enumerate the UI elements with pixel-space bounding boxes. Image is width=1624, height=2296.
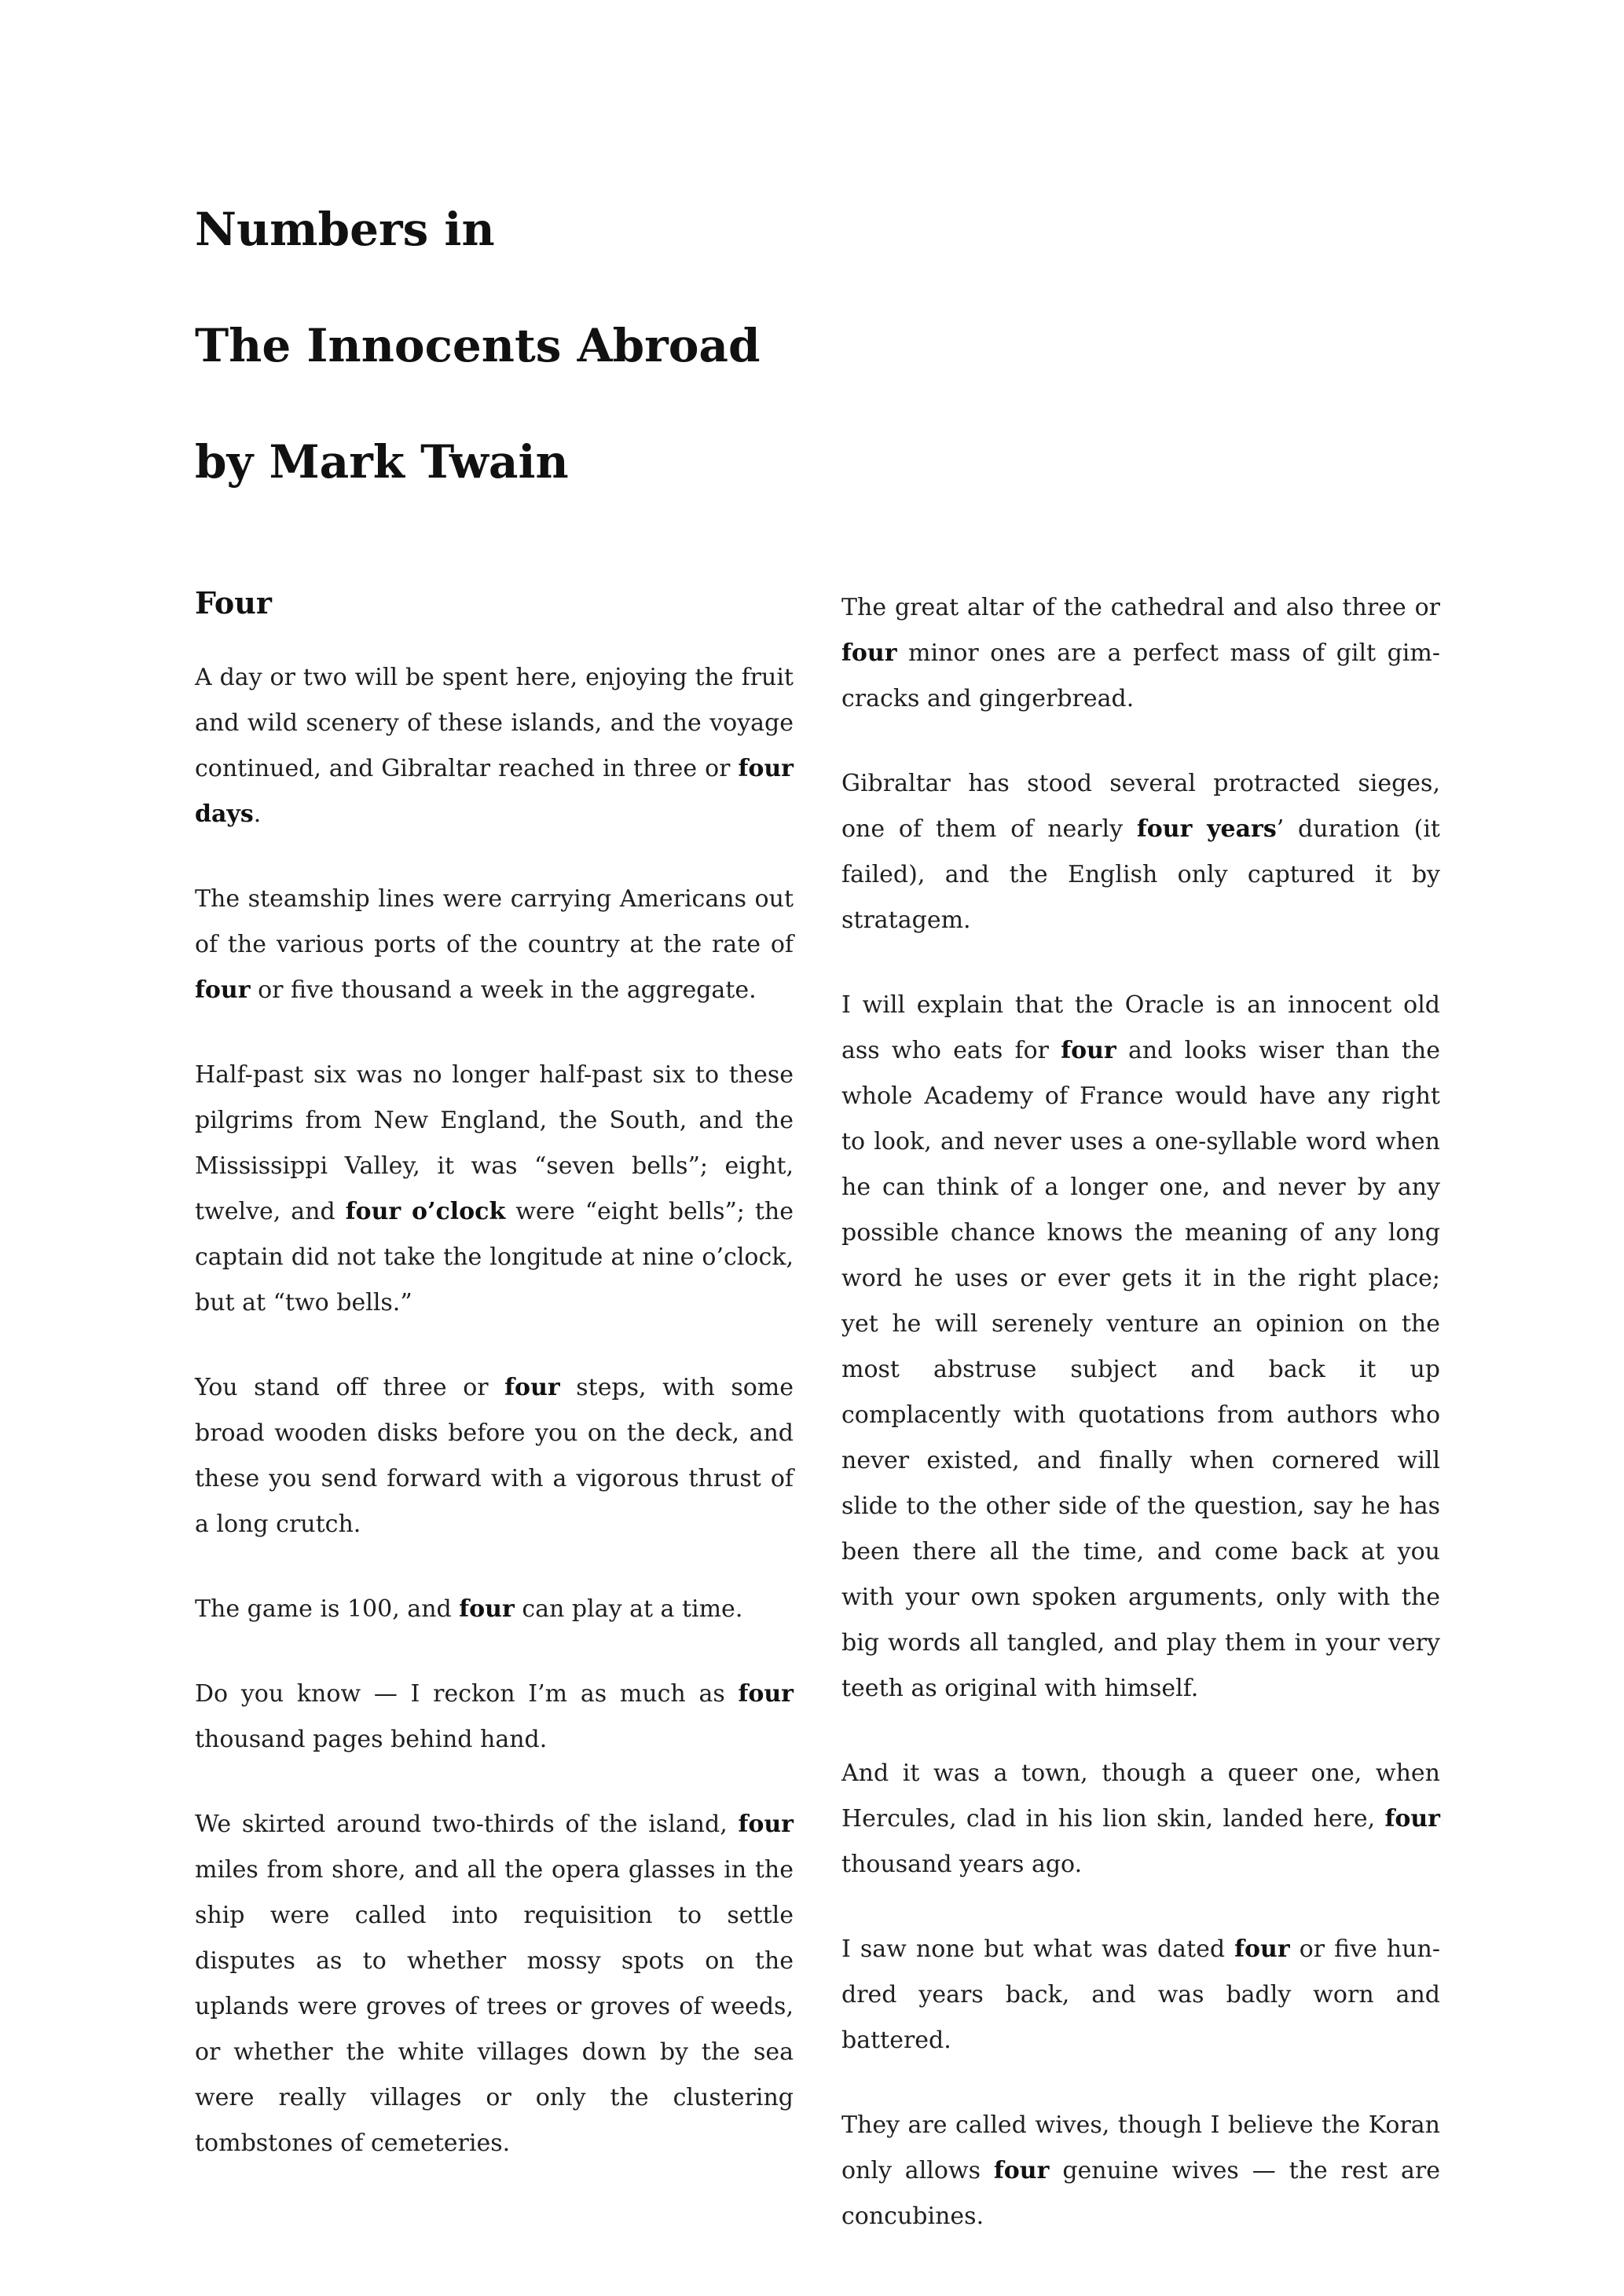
emphasized-number: four: [738, 1811, 794, 1838]
paragraph-text: or five hundred years back, and was badly worn and battered.: [841, 1935, 1441, 2054]
left-paragraphs: [195, 655, 794, 2166]
paragraph-text: I will explain that the Oracle is an innocent old ass who eats for: [841, 991, 1440, 1064]
paragraph-text: Half-past six was no longer half-past six to these pilgrims from New England, the South, and the Mississippi Valley, it was “seven bells”; eight, twelve, and: [195, 1061, 794, 1225]
emphasized-number: four o’clock: [345, 1198, 506, 1225]
document-title: [195, 171, 761, 520]
section-heading: Four: [195, 585, 272, 621]
paragraph: [841, 2103, 1440, 2239]
paragraph-text: They are called wives, though I believe the Koran only allows: [841, 2111, 1440, 2184]
left-column: [195, 581, 794, 2206]
paragraph-text: miles from shore, and all the opera glasses in the ship were called into requisition to settle disputes as to whether mossy spots on the uplands were groves of trees or groves of weeds, or whether the white villages down by the sea were really villages or only the clustering tombstones of cemeteries.: [195, 1856, 794, 2157]
paragraph-text: or five thousand a week in the aggregate.: [250, 976, 757, 1004]
paragraph-text: were “eight bells”; the captain did not take the longitude at nine o’clock, but at “two bells.”: [195, 1198, 794, 1316]
paragraph-text: A day or two will be spent here, enjoying the fruit and wild scenery of these islands, and the voyage continued, and Gibraltar reached in three or: [195, 664, 794, 782]
paragraph-text: Gibraltar has stood several protracted sieges, one of them of nearly: [841, 770, 1440, 843]
paragraph: [195, 1365, 794, 1547]
paragraph-text: thousand years ago.: [841, 1851, 1083, 1878]
paragraph-text: .: [253, 800, 262, 828]
paragraph-text: I saw none but what was dated: [841, 1935, 1235, 1963]
paragraph-text: You stand off three or: [195, 1374, 505, 1401]
paragraph-text: And it was a town, though a queer one, when Hercules, clad in his lion skin, landed here,: [841, 1760, 1440, 1833]
emphasized-number: four: [1234, 1935, 1290, 1963]
paragraph: [195, 877, 794, 1013]
emphasized-number: four: [738, 1680, 794, 1708]
paragraph: [841, 1927, 1440, 2063]
title-line-2: The Innocents Abroad: [195, 319, 761, 372]
paragraph-text: steps, with some broad wooden disks before you on the deck, and these you send forward with a vigorous thrust of a long crutch.: [195, 1374, 794, 1538]
paragraph-text: ’ duration (it failed), and the English only captured it by stratagem.: [841, 815, 1440, 934]
paragraph: [841, 1751, 1440, 1888]
paragraph-text: genuine wives — the rest are concubines.: [841, 2157, 1440, 2230]
emphasized-number: four: [841, 639, 897, 667]
right-paragraphs: [841, 585, 1440, 2239]
paragraph-text: Do you know — I reckon I’m as much as: [195, 1680, 739, 1708]
emphasized-number: four: [459, 1595, 515, 1623]
right-column: [841, 585, 1440, 2279]
title-line-3: by Mark Twain: [195, 435, 569, 489]
paragraph: [195, 655, 794, 837]
paragraph: [195, 1053, 794, 1326]
paragraph-text: The steamship lines were carrying Americans out of the various ports of the country at the rate of: [195, 885, 794, 958]
paragraph-text: The great altar of the cathedral and also three or: [841, 594, 1440, 621]
emphasized-number: four: [195, 976, 251, 1004]
paragraph-text: and looks wiser than the whole Academy of France would have any right to look, and never uses a one-syllable word when he can think of a longer one, and never by any possible chance knows the meaning of any long word he uses or ever gets it in the right place; yet he will serenely venture an opinion on the most abstruse subject and back it up complacently with quotations from authors who never existed, and finally when cornered will slide to the other side of the question, say he has been there all the time, and come back at you with your own spoken arguments, only with the big words all tangled, and play them in your very teeth as original with himself.: [841, 1037, 1440, 1702]
paragraph-text: We skirted around two-thirds of the island,: [195, 1811, 739, 1838]
paragraph-text: The game is 100, and: [195, 1595, 460, 1623]
emphasized-number: four years: [1136, 815, 1277, 843]
emphasized-number: four days: [195, 755, 794, 828]
emphasized-number: four: [1384, 1805, 1440, 1833]
paragraph-text: thousand pages behind hand.: [195, 1726, 548, 1753]
emphasized-number: four: [504, 1374, 560, 1401]
paragraph: [841, 585, 1440, 722]
paragraph-text: minor ones are a perfect mass of gilt gimcracks and gingerbread.: [841, 639, 1440, 712]
title-line-1: Numbers in: [195, 203, 495, 256]
paragraph: [195, 1802, 794, 2166]
emphasized-number: four: [1061, 1037, 1116, 1064]
paragraph: [195, 1587, 794, 1632]
paragraph: [841, 983, 1440, 1712]
paragraph-text: can play at a time.: [514, 1595, 743, 1623]
paragraph: [841, 761, 1440, 943]
emphasized-number: four: [993, 2157, 1050, 2184]
paragraph: [195, 1672, 794, 1763]
